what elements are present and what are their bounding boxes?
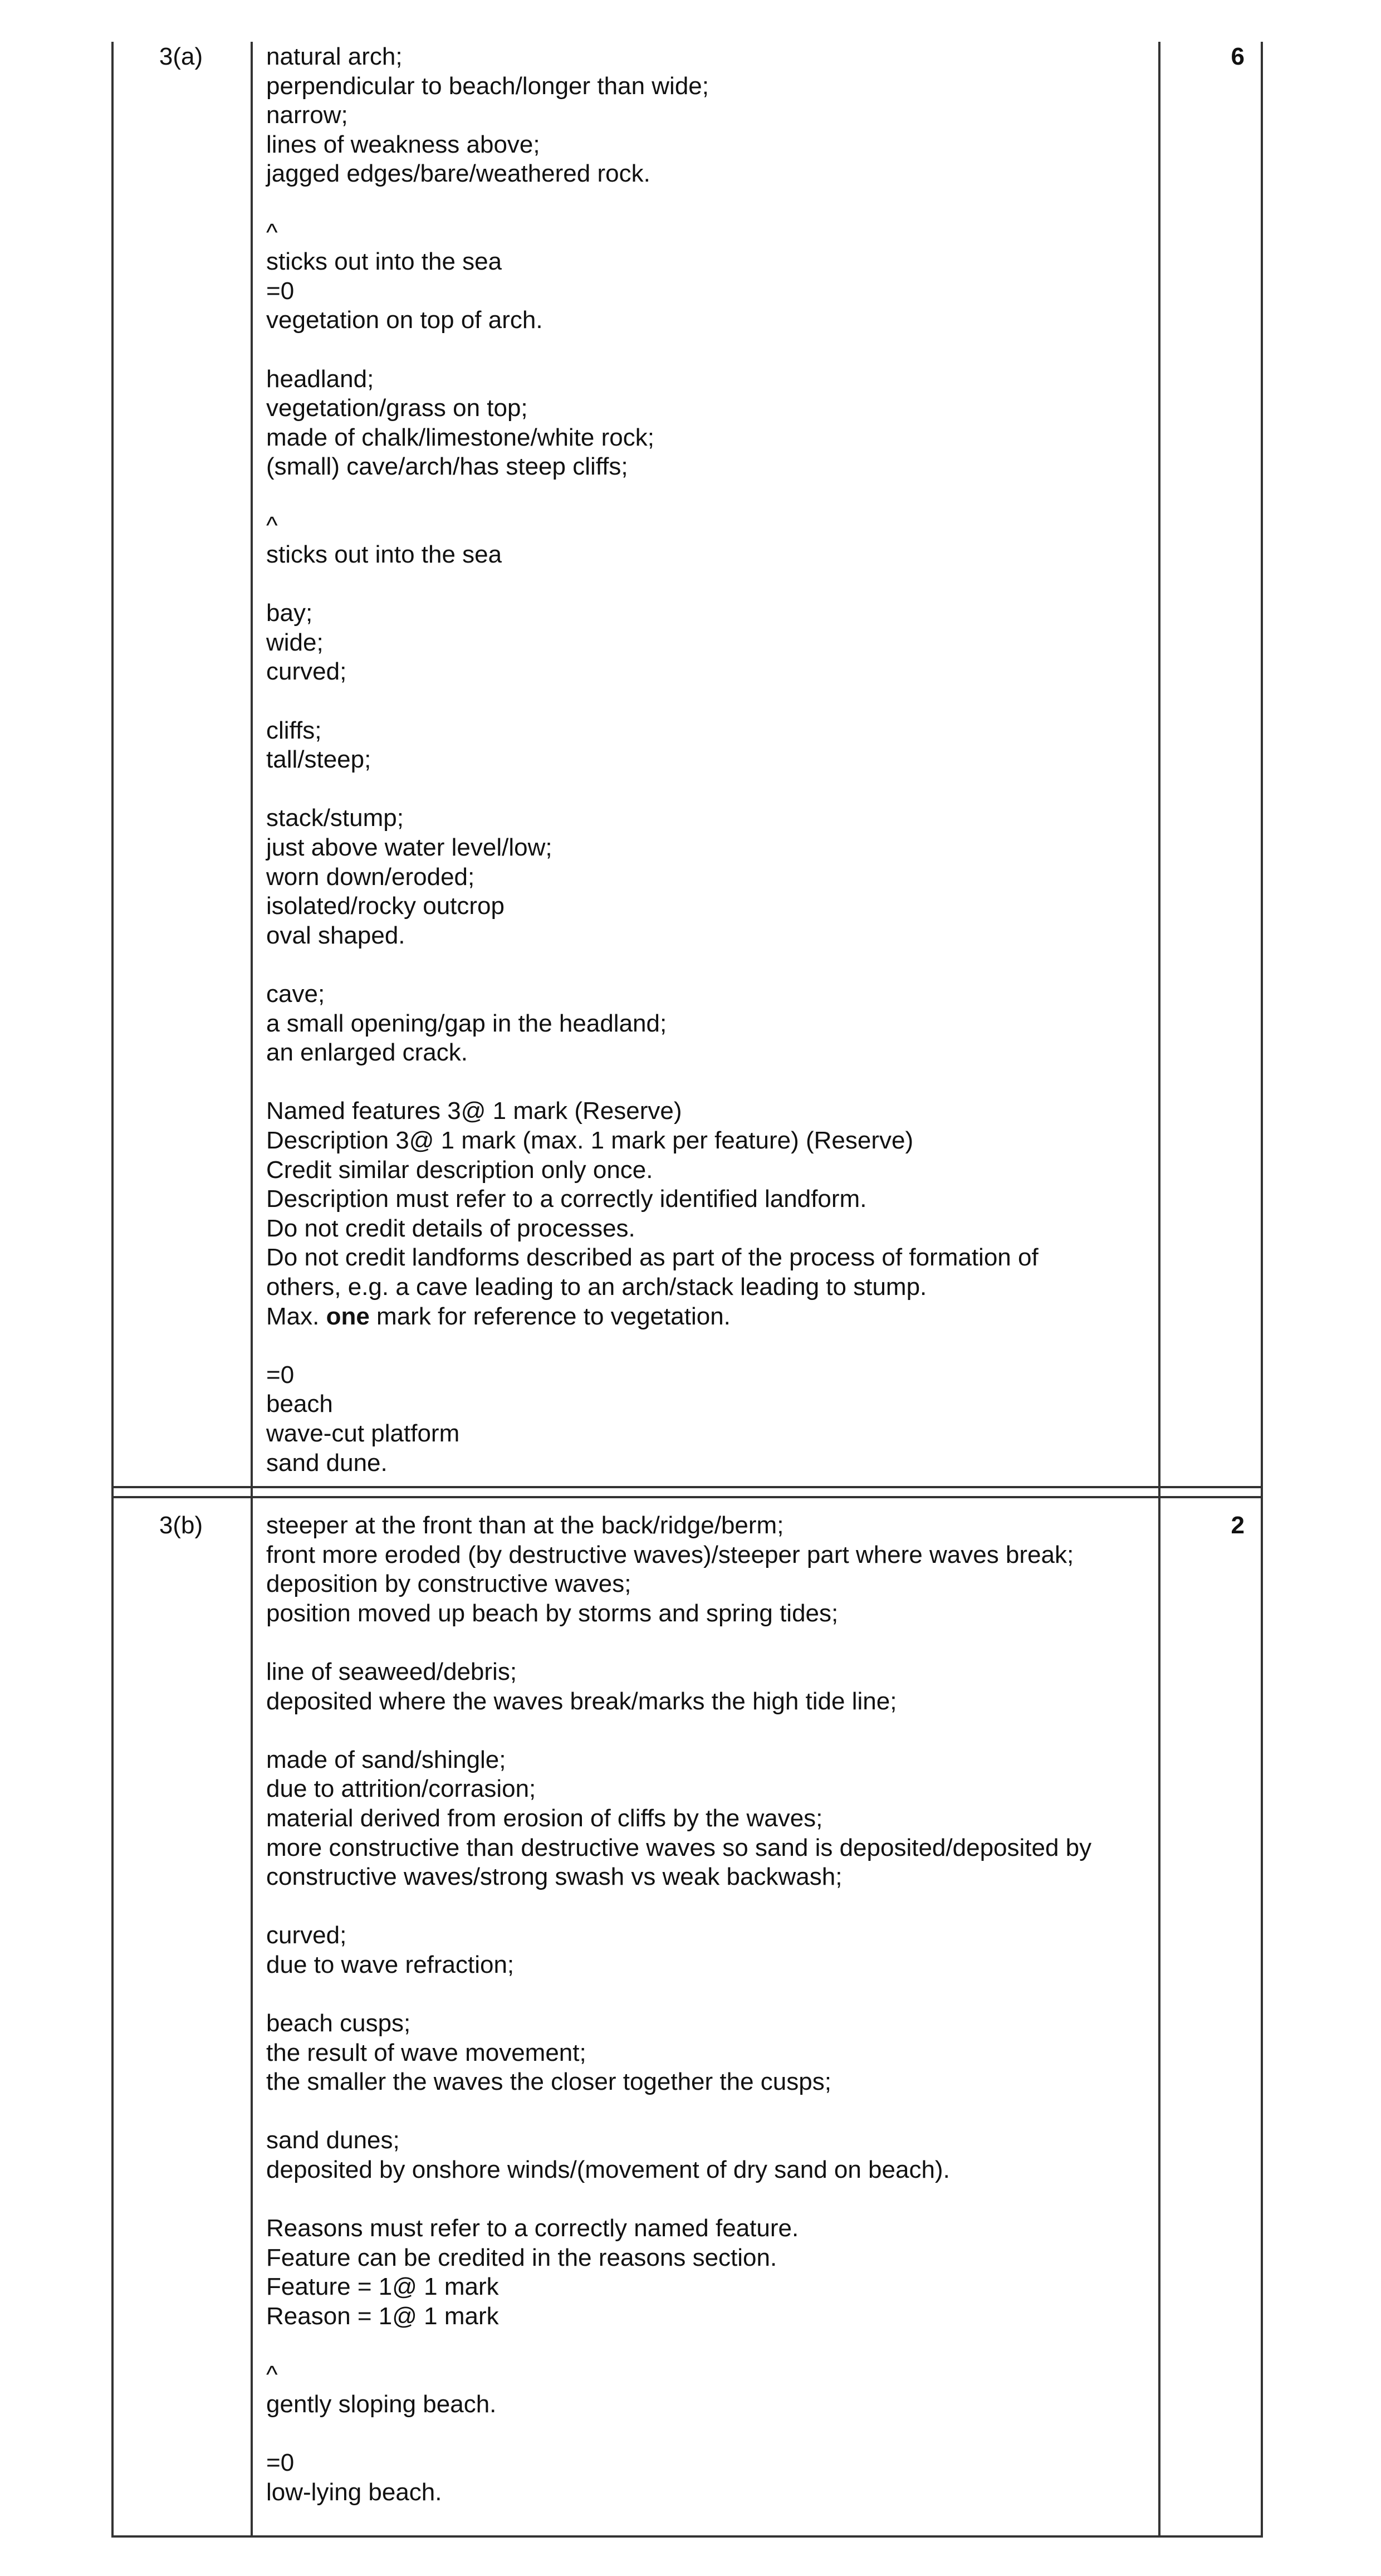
answer-line: narrow; — [266, 101, 348, 129]
marks-3a: 6 — [1231, 43, 1245, 70]
answer-line: worn down/eroded; — [266, 863, 475, 891]
answer-line: position moved up beach by storms and spring tides; — [266, 1599, 839, 1627]
answer-line: stack/stump; — [266, 804, 404, 832]
answer-line: Reasons must refer to a correctly named feature. — [266, 2215, 799, 2242]
blank-line — [266, 1716, 1152, 1746]
answer-line: vegetation/grass on top; — [266, 394, 528, 422]
answer-line: ^ — [266, 218, 278, 246]
answer-line: curved; — [266, 658, 347, 686]
answer-line: more constructive than destructive waves so sand is deposited/deposited by — [266, 1834, 1092, 1861]
answer-line: deposited by onshore winds/(movement of dry sand on beach). — [266, 2156, 950, 2184]
question-column-divider — [251, 42, 253, 2537]
answer-line: Named features 3@ 1 mark (Reserve) — [266, 1097, 682, 1125]
answer-line: deposition by constructive waves; — [266, 1570, 631, 1598]
answer-line: just above water level/low; — [266, 834, 552, 862]
answer-line: lines of weakness above; — [266, 130, 540, 158]
answer-line: natural arch; — [266, 43, 403, 70]
answer-line: material derived from erosion of cliffs by the waves; — [266, 1804, 823, 1832]
answer-line: Description 3@ 1 mark (max. 1 mark per feature) (Reserve) — [266, 1126, 914, 1154]
answer-line: a small opening/gap in the headland; — [266, 1009, 667, 1037]
blank-line — [266, 2185, 1152, 2215]
blank-line — [266, 189, 1152, 218]
answer-line: sticks out into the sea — [266, 248, 502, 276]
answer-line: the result of wave movement; — [266, 2039, 586, 2066]
answer-line: cliffs; — [266, 716, 322, 744]
answer-line-max-one — [266, 1302, 1152, 1332]
blank-line — [266, 482, 1152, 511]
answer-line: tall/steep; — [266, 746, 371, 774]
question-number-3b: 3(b) — [159, 1512, 203, 1539]
answer-line: bay; — [266, 599, 313, 627]
blank-line — [266, 1331, 1152, 1361]
answer-line: jagged edges/bare/weathered rock. — [266, 160, 650, 188]
answer-line: sand dune. — [266, 1449, 388, 1477]
blank-line — [266, 335, 1152, 365]
answer-line: ^ — [266, 2361, 278, 2389]
answer-line: the smaller the waves the closer together the cusps; — [266, 2068, 831, 2096]
max-one-prefix: Max. — [266, 1302, 326, 1330]
table-left-border — [111, 42, 114, 2537]
answer-text-3a — [266, 42, 1152, 1478]
max-one-emphasis: one — [326, 1302, 370, 1330]
blank-line — [266, 1628, 1152, 1658]
answer-line: constructive waves/strong swash vs weak backwash; — [266, 1863, 843, 1891]
question-number-3a: 3(a) — [159, 43, 203, 70]
blank-line — [266, 687, 1152, 716]
answer-line: Do not credit landforms described as part of the process of formation of — [266, 1244, 1039, 1272]
blank-line — [266, 1892, 1152, 1922]
answer-line: due to attrition/corrasion; — [266, 1775, 536, 1803]
answer-line: sand dunes; — [266, 2127, 400, 2154]
row-separator-top — [111, 1486, 1263, 1488]
answer-line: isolated/rocky outcrop — [266, 892, 505, 920]
row-separator-bottom — [111, 1496, 1263, 1498]
answer-line: Do not credit details of processes. — [266, 1214, 635, 1242]
answer-line: Feature can be credited in the reasons section. — [266, 2243, 777, 2271]
table-bottom-border — [111, 2535, 1263, 2538]
answer-line: =0 — [266, 277, 295, 305]
answer-line: headland; — [266, 365, 374, 393]
answer-line: =0 — [266, 2449, 295, 2476]
answer-line: ^ — [266, 511, 278, 539]
answer-line: Feature = 1@ 1 mark — [266, 2273, 499, 2301]
answer-line: front more eroded (by destructive waves)/steeper part where waves break; — [266, 1541, 1074, 1568]
marks-3b: 2 — [1231, 1512, 1245, 1539]
blank-line — [266, 2419, 1152, 2448]
answer-text-3b — [266, 1511, 1152, 2507]
max-one-suffix: mark for reference to vegetation. — [369, 1302, 731, 1330]
blank-line — [266, 1068, 1152, 1097]
answer-line: (small) cave/arch/has steep cliffs; — [266, 453, 628, 481]
answer-line: oval shaped. — [266, 921, 405, 949]
answer-line: gently sloping beach. — [266, 2390, 497, 2418]
answer-line: due to wave refraction; — [266, 1951, 515, 1978]
answer-line: beach — [266, 1390, 333, 1418]
answer-line: wave-cut platform — [266, 1419, 460, 1447]
answer-line: Credit similar description only once. — [266, 1156, 653, 1184]
answer-line: an enlarged crack. — [266, 1039, 468, 1067]
answer-line: steeper at the front than at the back/ridge/berm; — [266, 1512, 784, 1539]
answer-line: deposited where the waves break/marks the high tide line; — [266, 1687, 897, 1715]
blank-line — [266, 1980, 1152, 2010]
answer-line: wide; — [266, 628, 324, 656]
answer-line: made of chalk/limestone/white rock; — [266, 423, 654, 451]
blank-line — [266, 2097, 1152, 2127]
answer-line: beach cusps; — [266, 2010, 411, 2037]
answer-line: curved; — [266, 1922, 347, 1949]
table-right-border — [1261, 42, 1263, 2537]
blank-line — [266, 775, 1152, 804]
answer-line: perpendicular to beach/longer than wide; — [266, 72, 709, 100]
answer-line: line of seaweed/debris; — [266, 1658, 517, 1685]
answer-line: made of sand/shingle; — [266, 1746, 506, 1773]
answer-line: cave; — [266, 980, 325, 1008]
blank-line — [266, 950, 1152, 980]
blank-line — [266, 570, 1152, 599]
answer-line: vegetation on top of arch. — [266, 306, 543, 334]
answer-line: sticks out into the sea — [266, 541, 502, 569]
answer-line: Reason = 1@ 1 mark — [266, 2303, 499, 2330]
blank-line — [266, 2331, 1152, 2361]
answer-line: Description must refer to a correctly identified landform. — [266, 1185, 867, 1213]
answer-line: =0 — [266, 1361, 295, 1389]
answer-line: low-lying beach. — [266, 2478, 442, 2506]
answer-line: others, e.g. a cave leading to an arch/stack leading to stump. — [266, 1273, 927, 1301]
marks-column-divider — [1158, 42, 1160, 2537]
